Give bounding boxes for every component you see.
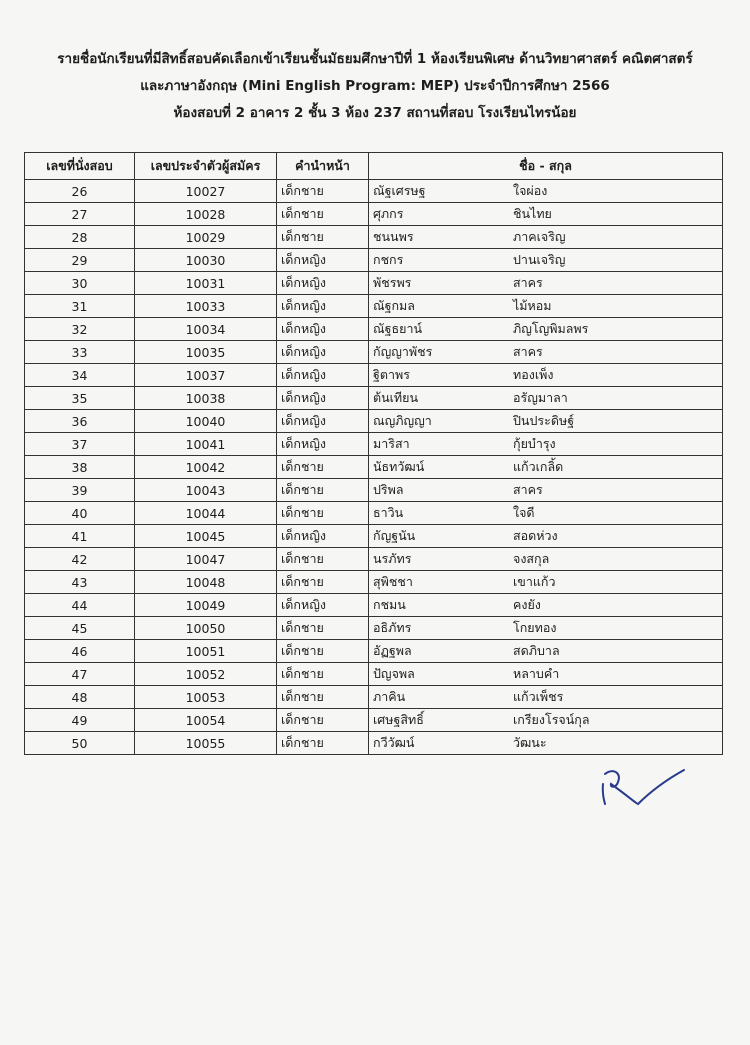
name-prefix: เด็กหญิง: [277, 295, 369, 318]
last-name: วัฒนะ: [513, 735, 547, 750]
full-name-cell: [369, 203, 723, 226]
last-name: ภาคเจริญ: [513, 229, 566, 244]
seat-number: 45: [25, 617, 135, 640]
full-name-cell: [369, 640, 723, 663]
last-name: แก้วเพ็ชร: [513, 689, 564, 704]
header-full-name: ชื่อ - สกุล: [369, 153, 723, 180]
table-row: [25, 640, 723, 663]
name-prefix: เด็กชาย: [277, 617, 369, 640]
exam-room-line: ห้องสอบที่ 2 อาคาร 2 ชั้น 3 ห้อง 237 สถานที่สอบ โรงเรียนไทรน้อย: [173, 105, 577, 121]
name-prefix: เด็กชาย: [277, 203, 369, 226]
table-row: [25, 525, 723, 548]
applicant-id: 10033: [135, 295, 277, 318]
last-name: โกยทอง: [513, 620, 557, 635]
seat-number: 44: [25, 594, 135, 617]
table-row: [25, 180, 723, 203]
name-prefix: เด็กหญิง: [277, 341, 369, 364]
seat-number: 50: [25, 732, 135, 755]
first-name: ณัฐกมล: [373, 298, 415, 313]
applicant-id: 10040: [135, 410, 277, 433]
full-name-cell: [369, 180, 723, 203]
seat-number: 33: [25, 341, 135, 364]
last-name: สาคร: [513, 482, 543, 497]
seat-number: 48: [25, 686, 135, 709]
name-prefix: เด็กชาย: [277, 548, 369, 571]
applicant-id: 10028: [135, 203, 277, 226]
last-name: ปานเจริญ: [513, 252, 566, 267]
name-prefix: เด็กชาย: [277, 686, 369, 709]
table-row: [25, 617, 723, 640]
first-name: ศุภกร: [373, 206, 404, 221]
last-name: สาคร: [513, 344, 543, 359]
applicant-id: 10055: [135, 732, 277, 755]
seat-number: 35: [25, 387, 135, 410]
name-prefix: เด็กหญิง: [277, 364, 369, 387]
seat-number: 42: [25, 548, 135, 571]
applicant-id: 10037: [135, 364, 277, 387]
full-name-cell: [369, 732, 723, 755]
header-prefix: คำนำหน้า: [277, 153, 369, 180]
name-prefix: เด็กชาย: [277, 226, 369, 249]
seat-number: 36: [25, 410, 135, 433]
candidate-table: [24, 152, 723, 755]
seat-number: 47: [25, 663, 135, 686]
table-row: [25, 387, 723, 410]
name-prefix: เด็กชาย: [277, 502, 369, 525]
title-line-2: และภาษาอังกฤษ (Mini English Program: MEP) ประจำปีการศึกษา 2566: [140, 78, 610, 94]
seat-number: 43: [25, 571, 135, 594]
seat-number: 38: [25, 456, 135, 479]
table-row: [25, 433, 723, 456]
name-prefix: เด็กชาย: [277, 180, 369, 203]
full-name-cell: [369, 433, 723, 456]
first-name: ณญภิญญา: [373, 413, 432, 428]
last-name: แก้วเกลิ้ด: [513, 459, 564, 474]
applicant-id: 10048: [135, 571, 277, 594]
last-name: ใจผ่อง: [513, 183, 548, 198]
first-name: นรภัทร: [373, 551, 412, 566]
applicant-id: 10044: [135, 502, 277, 525]
first-name: กชกร: [373, 252, 404, 267]
full-name-cell: [369, 571, 723, 594]
name-prefix: เด็กหญิง: [277, 410, 369, 433]
applicant-id: 10030: [135, 249, 277, 272]
table-row: [25, 456, 723, 479]
table-row: [25, 272, 723, 295]
name-prefix: เด็กหญิง: [277, 318, 369, 341]
first-name: สุพิชชา: [373, 574, 413, 589]
applicant-id: 10054: [135, 709, 277, 732]
name-prefix: เด็กชาย: [277, 571, 369, 594]
name-prefix: เด็กชาย: [277, 732, 369, 755]
table-row: [25, 364, 723, 387]
table-row: [25, 663, 723, 686]
full-name-cell: [369, 617, 723, 640]
full-name-cell: [369, 295, 723, 318]
first-name: ธาวิน: [373, 505, 404, 520]
last-name: อรัญมาลา: [513, 390, 568, 405]
full-name-cell: [369, 364, 723, 387]
full-name-cell: [369, 249, 723, 272]
last-name: หลาบคำ: [513, 666, 560, 681]
last-name: ใจดี: [513, 505, 535, 520]
full-name-cell: [369, 410, 723, 433]
table-row: [25, 341, 723, 364]
first-name: ปริพล: [373, 482, 404, 497]
table-row: [25, 226, 723, 249]
name-prefix: เด็กหญิง: [277, 433, 369, 456]
seat-number: 27: [25, 203, 135, 226]
last-name: คงยัง: [513, 597, 541, 612]
applicant-id: 10052: [135, 663, 277, 686]
first-name: ต้นเทียน: [373, 390, 419, 405]
full-name-cell: [369, 226, 723, 249]
table-row: [25, 318, 723, 341]
applicant-id: 10042: [135, 456, 277, 479]
full-name-cell: [369, 525, 723, 548]
name-prefix: เด็กชาย: [277, 709, 369, 732]
applicant-id: 10029: [135, 226, 277, 249]
seat-number: 49: [25, 709, 135, 732]
full-name-cell: [369, 479, 723, 502]
seat-number: 32: [25, 318, 135, 341]
name-prefix: เด็กหญิง: [277, 594, 369, 617]
full-name-cell: [369, 318, 723, 341]
name-prefix: เด็กหญิง: [277, 249, 369, 272]
full-name-cell: [369, 387, 723, 410]
table-row: [25, 479, 723, 502]
applicant-id: 10038: [135, 387, 277, 410]
name-prefix: เด็กหญิง: [277, 525, 369, 548]
applicant-id: 10053: [135, 686, 277, 709]
table-header-row: [25, 153, 723, 180]
first-name: อัฏฐพล: [373, 643, 412, 658]
first-name: เศษฐสิทธิ์: [373, 712, 424, 727]
last-name: ไม้หอม: [513, 298, 552, 313]
table-row: [25, 502, 723, 525]
last-name: จงสกุล: [513, 551, 550, 566]
first-name: ฐิตาพร: [373, 367, 410, 382]
full-name-cell: [369, 663, 723, 686]
applicant-id: 10051: [135, 640, 277, 663]
full-name-cell: [369, 456, 723, 479]
first-name: อธิภัทร: [373, 620, 412, 635]
seat-number: 29: [25, 249, 135, 272]
first-name: ปัญจพล: [373, 666, 415, 681]
last-name: ทองเพ็ง: [513, 367, 554, 382]
seat-number: 37: [25, 433, 135, 456]
seat-number: 31: [25, 295, 135, 318]
applicant-id: 10047: [135, 548, 277, 571]
name-prefix: เด็กชาย: [277, 456, 369, 479]
table-row: [25, 686, 723, 709]
applicant-id: 10027: [135, 180, 277, 203]
seat-number: 30: [25, 272, 135, 295]
applicant-id: 10034: [135, 318, 277, 341]
table-row: [25, 548, 723, 571]
seat-number: 41: [25, 525, 135, 548]
header-applicant-id: เลขประจำตัวผู้สมัคร: [135, 153, 277, 180]
applicant-id: 10045: [135, 525, 277, 548]
signature-mark: [598, 766, 690, 810]
seat-number: 26: [25, 180, 135, 203]
table-row: [25, 594, 723, 617]
last-name: สาคร: [513, 275, 543, 290]
table-row: [25, 571, 723, 594]
full-name-cell: [369, 594, 723, 617]
last-name: เขาแก้ว: [513, 574, 556, 589]
table-row: [25, 410, 723, 433]
full-name-cell: [369, 548, 723, 571]
first-name: กวีวัฒน์: [373, 735, 415, 750]
first-name: มาริสา: [373, 436, 410, 451]
table-row: [25, 295, 723, 318]
last-name: เกรียงโรจน์กุล: [513, 712, 590, 727]
applicant-id: 10035: [135, 341, 277, 364]
seat-number: 28: [25, 226, 135, 249]
full-name-cell: [369, 272, 723, 295]
applicant-id: 10043: [135, 479, 277, 502]
name-prefix: เด็กชาย: [277, 663, 369, 686]
full-name-cell: [369, 686, 723, 709]
title-line-1: รายชื่อนักเรียนที่มีสิทธิ์สอบคัดเลือกเข้าเรียนชั้นมัธยมศึกษาปีที่ 1 ห้องเรียนพิเศษ ด้านวิทยาศาสตร์ คณิตศาสตร์: [57, 51, 693, 67]
applicant-id: 10050: [135, 617, 277, 640]
table-row: [25, 249, 723, 272]
applicant-id: 10031: [135, 272, 277, 295]
last-name: กุ้ยบำรุง: [513, 436, 556, 451]
seat-number: 40: [25, 502, 135, 525]
first-name: กัญญาพัชร: [373, 344, 433, 359]
table-row: [25, 203, 723, 226]
first-name: ณัฐเศรษฐ: [373, 183, 426, 198]
last-name: ภิญโญพิมลพร: [513, 321, 589, 336]
applicant-id: 10041: [135, 433, 277, 456]
last-name: ปินประดิษฐ์: [513, 413, 575, 428]
table-row: [25, 732, 723, 755]
name-prefix: เด็กหญิง: [277, 272, 369, 295]
first-name: ภาคิน: [373, 689, 406, 704]
full-name-cell: [369, 502, 723, 525]
seat-number: 34: [25, 364, 135, 387]
table-body: [25, 180, 723, 755]
first-name: พัชรพร: [373, 275, 412, 290]
name-prefix: เด็กหญิง: [277, 387, 369, 410]
last-name: สอดห่วง: [513, 528, 558, 543]
header-seat-number: เลขที่นั่งสอบ: [25, 153, 135, 180]
name-prefix: เด็กชาย: [277, 479, 369, 502]
table-row: [25, 709, 723, 732]
first-name: ชนนพร: [373, 229, 414, 244]
first-name: กัญฐนัน: [373, 528, 416, 543]
first-name: กชมน: [373, 597, 406, 612]
full-name-cell: [369, 709, 723, 732]
seat-number: 46: [25, 640, 135, 663]
last-name: ชินไทย: [513, 206, 552, 221]
full-name-cell: [369, 341, 723, 364]
name-prefix: เด็กชาย: [277, 640, 369, 663]
first-name: ณัฐธยาน์: [373, 321, 423, 336]
first-name: นัธทวัฒน์: [373, 459, 425, 474]
last-name: สดภิบาล: [513, 643, 560, 658]
applicant-id: 10049: [135, 594, 277, 617]
seat-number: 39: [25, 479, 135, 502]
